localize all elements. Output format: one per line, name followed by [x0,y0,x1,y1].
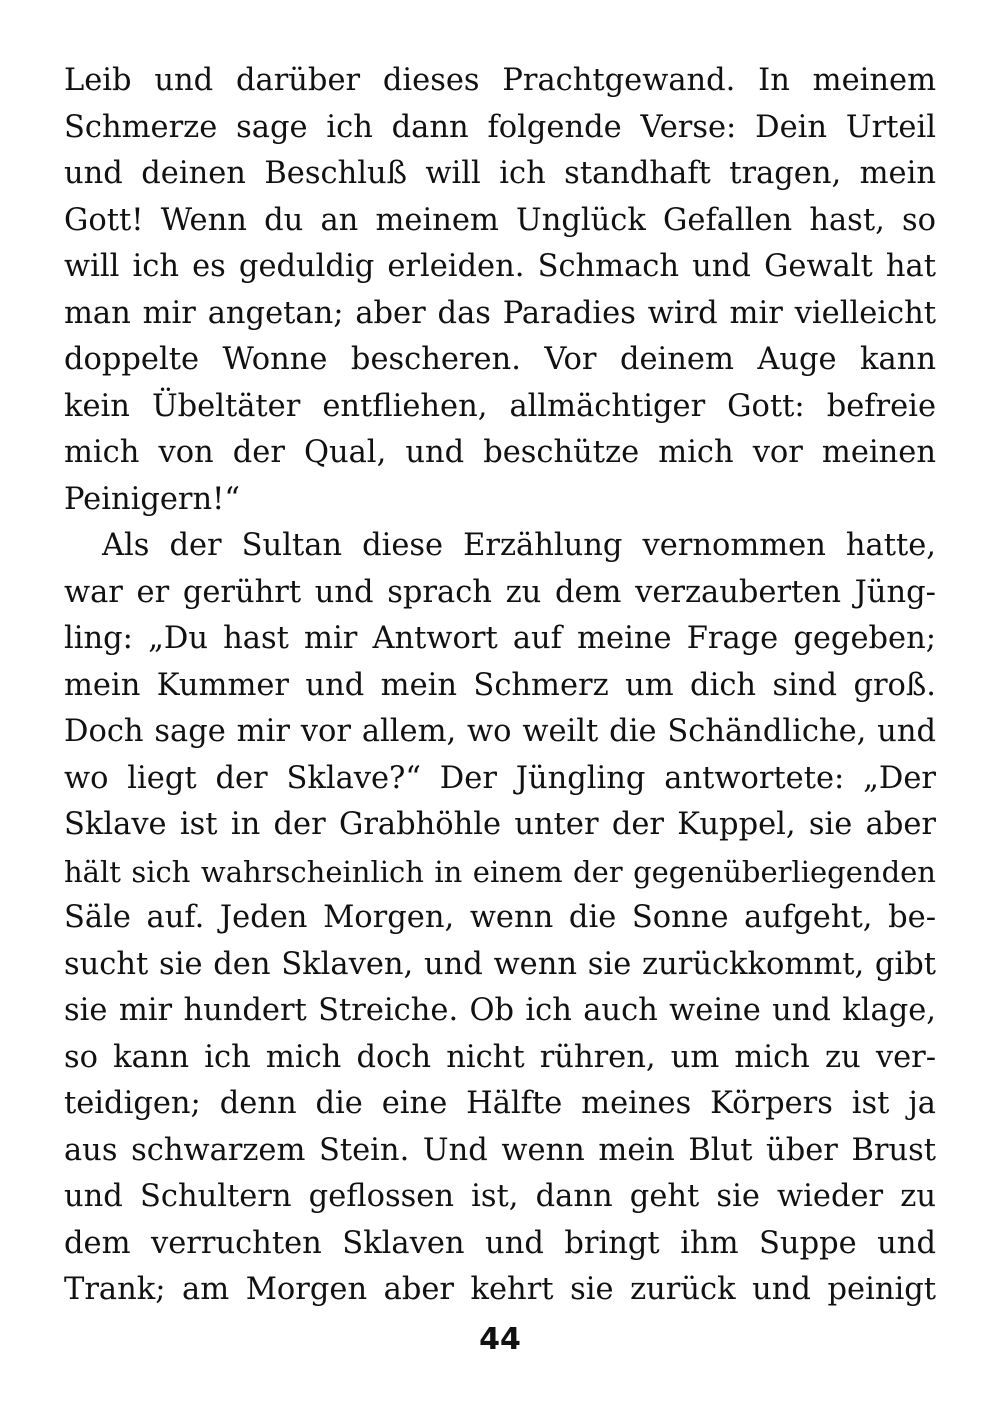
text-line: doppelte Wonne bescheren. Vor deinem Auge kann [64,342,936,377]
page-number: 44 [479,1322,521,1357]
text-line: aus schwarzem Stein. Und wenn mein Blut über Brust [64,1132,936,1168]
text-line: war er gerührt und sprach zu dem verzauberten Jüng- [64,574,936,610]
text-line: teidigen; denn die eine Hälfte meines Körpers ist ja [64,1086,936,1121]
paragraph-1 [64,58,936,523]
text-line: Leib und darüber dieses Prachtgewand. In meinem [64,63,936,98]
text-line: Säle auf. Jeden Morgen, wenn die Sonne aufgeht, be- [64,900,936,935]
paragraph-2 [64,523,936,1314]
text-line: wo liegt der Sklave?“ Der Jüngling antwortete: „Der [64,760,936,796]
text-line: Trank; am Morgen aber kehrt sie zurück und peinigt [64,1272,936,1307]
text-line: man mir angetan; aber das Paradies wird mir vielleicht [64,295,936,331]
text-line: und Schultern geflossen ist, dann geht sie wieder zu [64,1179,936,1214]
body-text [64,58,936,1314]
text-line: sie mir hundert Streiche. Ob ich auch weine und klage, [64,993,936,1028]
text-line: so kann ich mich doch nicht rühren, um mich zu ver- [64,1039,936,1075]
text-line: mich von der Qual, und beschütze mich vor meinen [64,435,936,470]
text-line: dem verruchten Sklaven und bringt ihm Suppe und [64,1225,936,1261]
text-line: Gott! Wenn du an meinem Unglück Gefallen hast, so [64,202,936,238]
text-line: Schmerze sage ich dann folgende Verse: Dein Urteil [64,109,936,145]
text-line: Peinigern!“ [64,481,241,517]
text-line: Sklave ist in der Grabhöhle unter der Kuppel, sie aber [64,807,936,842]
text-line: kein Übeltäter entfliehen, allmächtiger Gott: befreie [64,388,936,424]
text-line: will ich es geduldig erleiden. Schmach und Gewalt hat [64,249,936,284]
text-line: Doch sage mir vor allem, wo weilt die Schändliche, und [64,714,936,749]
text-line: Als der Sultan diese Erzählung vernommen hatte, [102,528,936,563]
text-line: hält sich wahrscheinlich in einem der gegenüberliegenden [64,854,936,889]
text-line: und deinen Beschluß will ich standhaft tragen, mein [64,156,936,191]
text-line: ling: „Du hast mir Antwort auf meine Frage gegeben; [64,621,936,656]
text-line: mein Kummer und mein Schmerz um dich sind groß. [64,667,936,703]
text-line: sucht sie den Sklaven, und wenn sie zurückkommt, gibt [64,946,936,982]
